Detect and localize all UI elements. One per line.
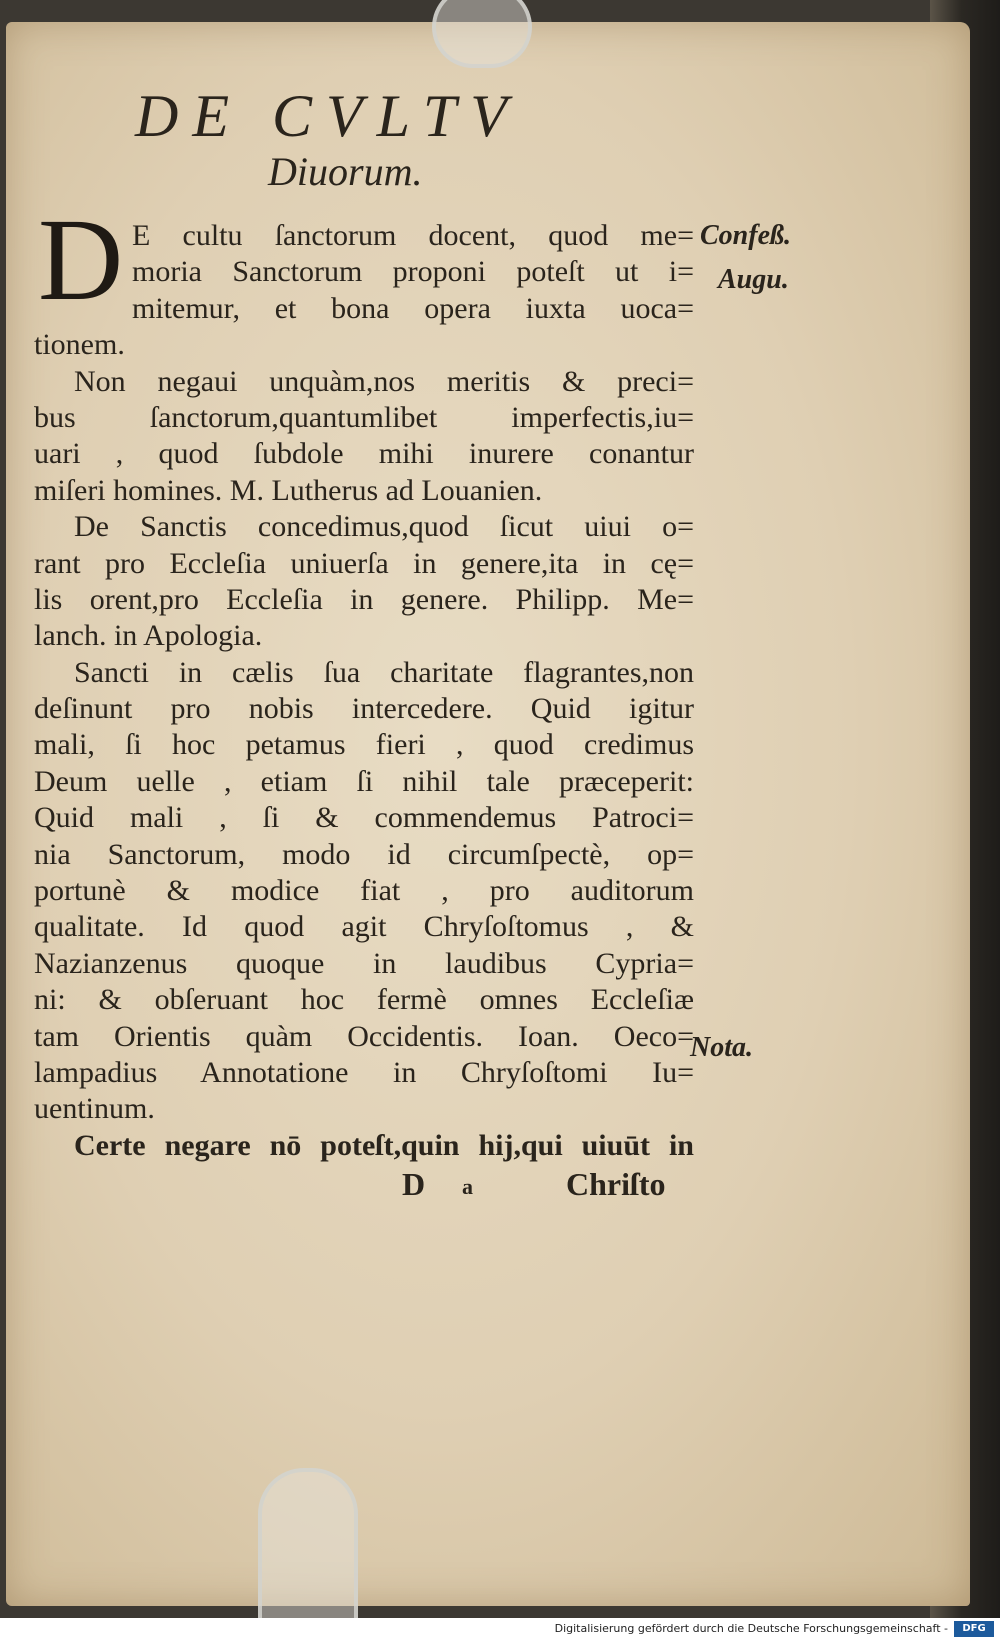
drop-cap: D bbox=[38, 194, 124, 325]
text-line: lanch. in Apologia. bbox=[34, 619, 263, 653]
text-line: deſinunt pro nobis intercedere. Quid igitur bbox=[34, 692, 694, 726]
signature-mark: D bbox=[402, 1166, 426, 1202]
dfg-logo: DFG bbox=[954, 1621, 994, 1637]
text-line: nia Sanctorum, modo id circumſpectè, op= bbox=[34, 837, 694, 871]
page-heading: DE CVLTV bbox=[135, 83, 521, 149]
body-text bbox=[34, 218, 694, 1164]
text-line: lis orent,pro Eccleſia in genere. Philipp. Me= bbox=[34, 582, 694, 616]
signature-sub-mark: a bbox=[462, 1174, 473, 1199]
text-line: tionem. bbox=[34, 328, 125, 362]
text-line: rant pro Eccleſia uniuerſa in genere,ita in cę= bbox=[34, 546, 694, 580]
text-line: lampadius Annotatione in Chryſoſtomi Iu= bbox=[34, 1055, 694, 1089]
funding-credit: Digitalisierung gefördert durch die Deutsche Forschungsgemeinschaft - bbox=[554, 1622, 948, 1635]
text-line: Non negaui unquàm,nos meritis & preci= bbox=[74, 364, 694, 398]
text-line: mitemur, et bona opera iuxta uoca= bbox=[132, 291, 694, 325]
page-subheading: Diuorum. bbox=[268, 149, 423, 194]
text-line: mali, ſi hoc petamus fieri , quod credimus bbox=[34, 728, 694, 762]
text-line: Sancti in cælis ſua charitate flagrantes,non bbox=[74, 655, 694, 689]
text-line: portunè & modice fiat , pro auditorum bbox=[34, 874, 694, 908]
text-line: uari , quod ſubdole mihi inurere conantur bbox=[34, 437, 694, 471]
text-line: miſeri homines. M. Lutherus ad Louanien. bbox=[34, 473, 543, 507]
text-line: De Sanctis concedimus,quod ſicut uiui o= bbox=[74, 510, 694, 544]
text-line: bus ſanctorum,quantumlibet imperfectis,iu= bbox=[34, 400, 694, 434]
footer-bar bbox=[0, 1618, 1000, 1641]
marginal-note-nota: Nota. bbox=[690, 1032, 753, 1063]
text-line: Certe negare nō poteſt,quin hij,qui uiuūt in bbox=[74, 1128, 694, 1162]
text-line: uentinum. bbox=[34, 1092, 155, 1126]
marginal-note-confess: Confeß. bbox=[700, 220, 791, 251]
text-line: qualitate. Id quod agit Chryſoſtomus , & bbox=[34, 910, 694, 944]
bottom-page-clip bbox=[258, 1468, 358, 1618]
marginal-note-augu: Augu. bbox=[718, 264, 789, 295]
text-line: ni: & obſeruant hoc fermè omnes Eccleſiæ bbox=[34, 983, 694, 1017]
text-line: tam Orientis quàm Occidentis. Ioan. Oeco= bbox=[34, 1019, 694, 1053]
text-line: Quid mali , ſi & commendemus Patroci= bbox=[34, 801, 694, 835]
text-line: moria Sanctorum proponi poteſt ut i= bbox=[132, 255, 694, 289]
top-page-clip bbox=[432, 0, 532, 68]
catchword: Chriſto bbox=[566, 1166, 666, 1202]
text-line: E cultu ſanctorum docent, quod me= bbox=[132, 219, 694, 252]
text-line: Nazianzenus quoque in laudibus Cypria= bbox=[34, 946, 694, 980]
text-line: Deum uelle , etiam ſi nihil tale præceperit: bbox=[34, 764, 694, 798]
